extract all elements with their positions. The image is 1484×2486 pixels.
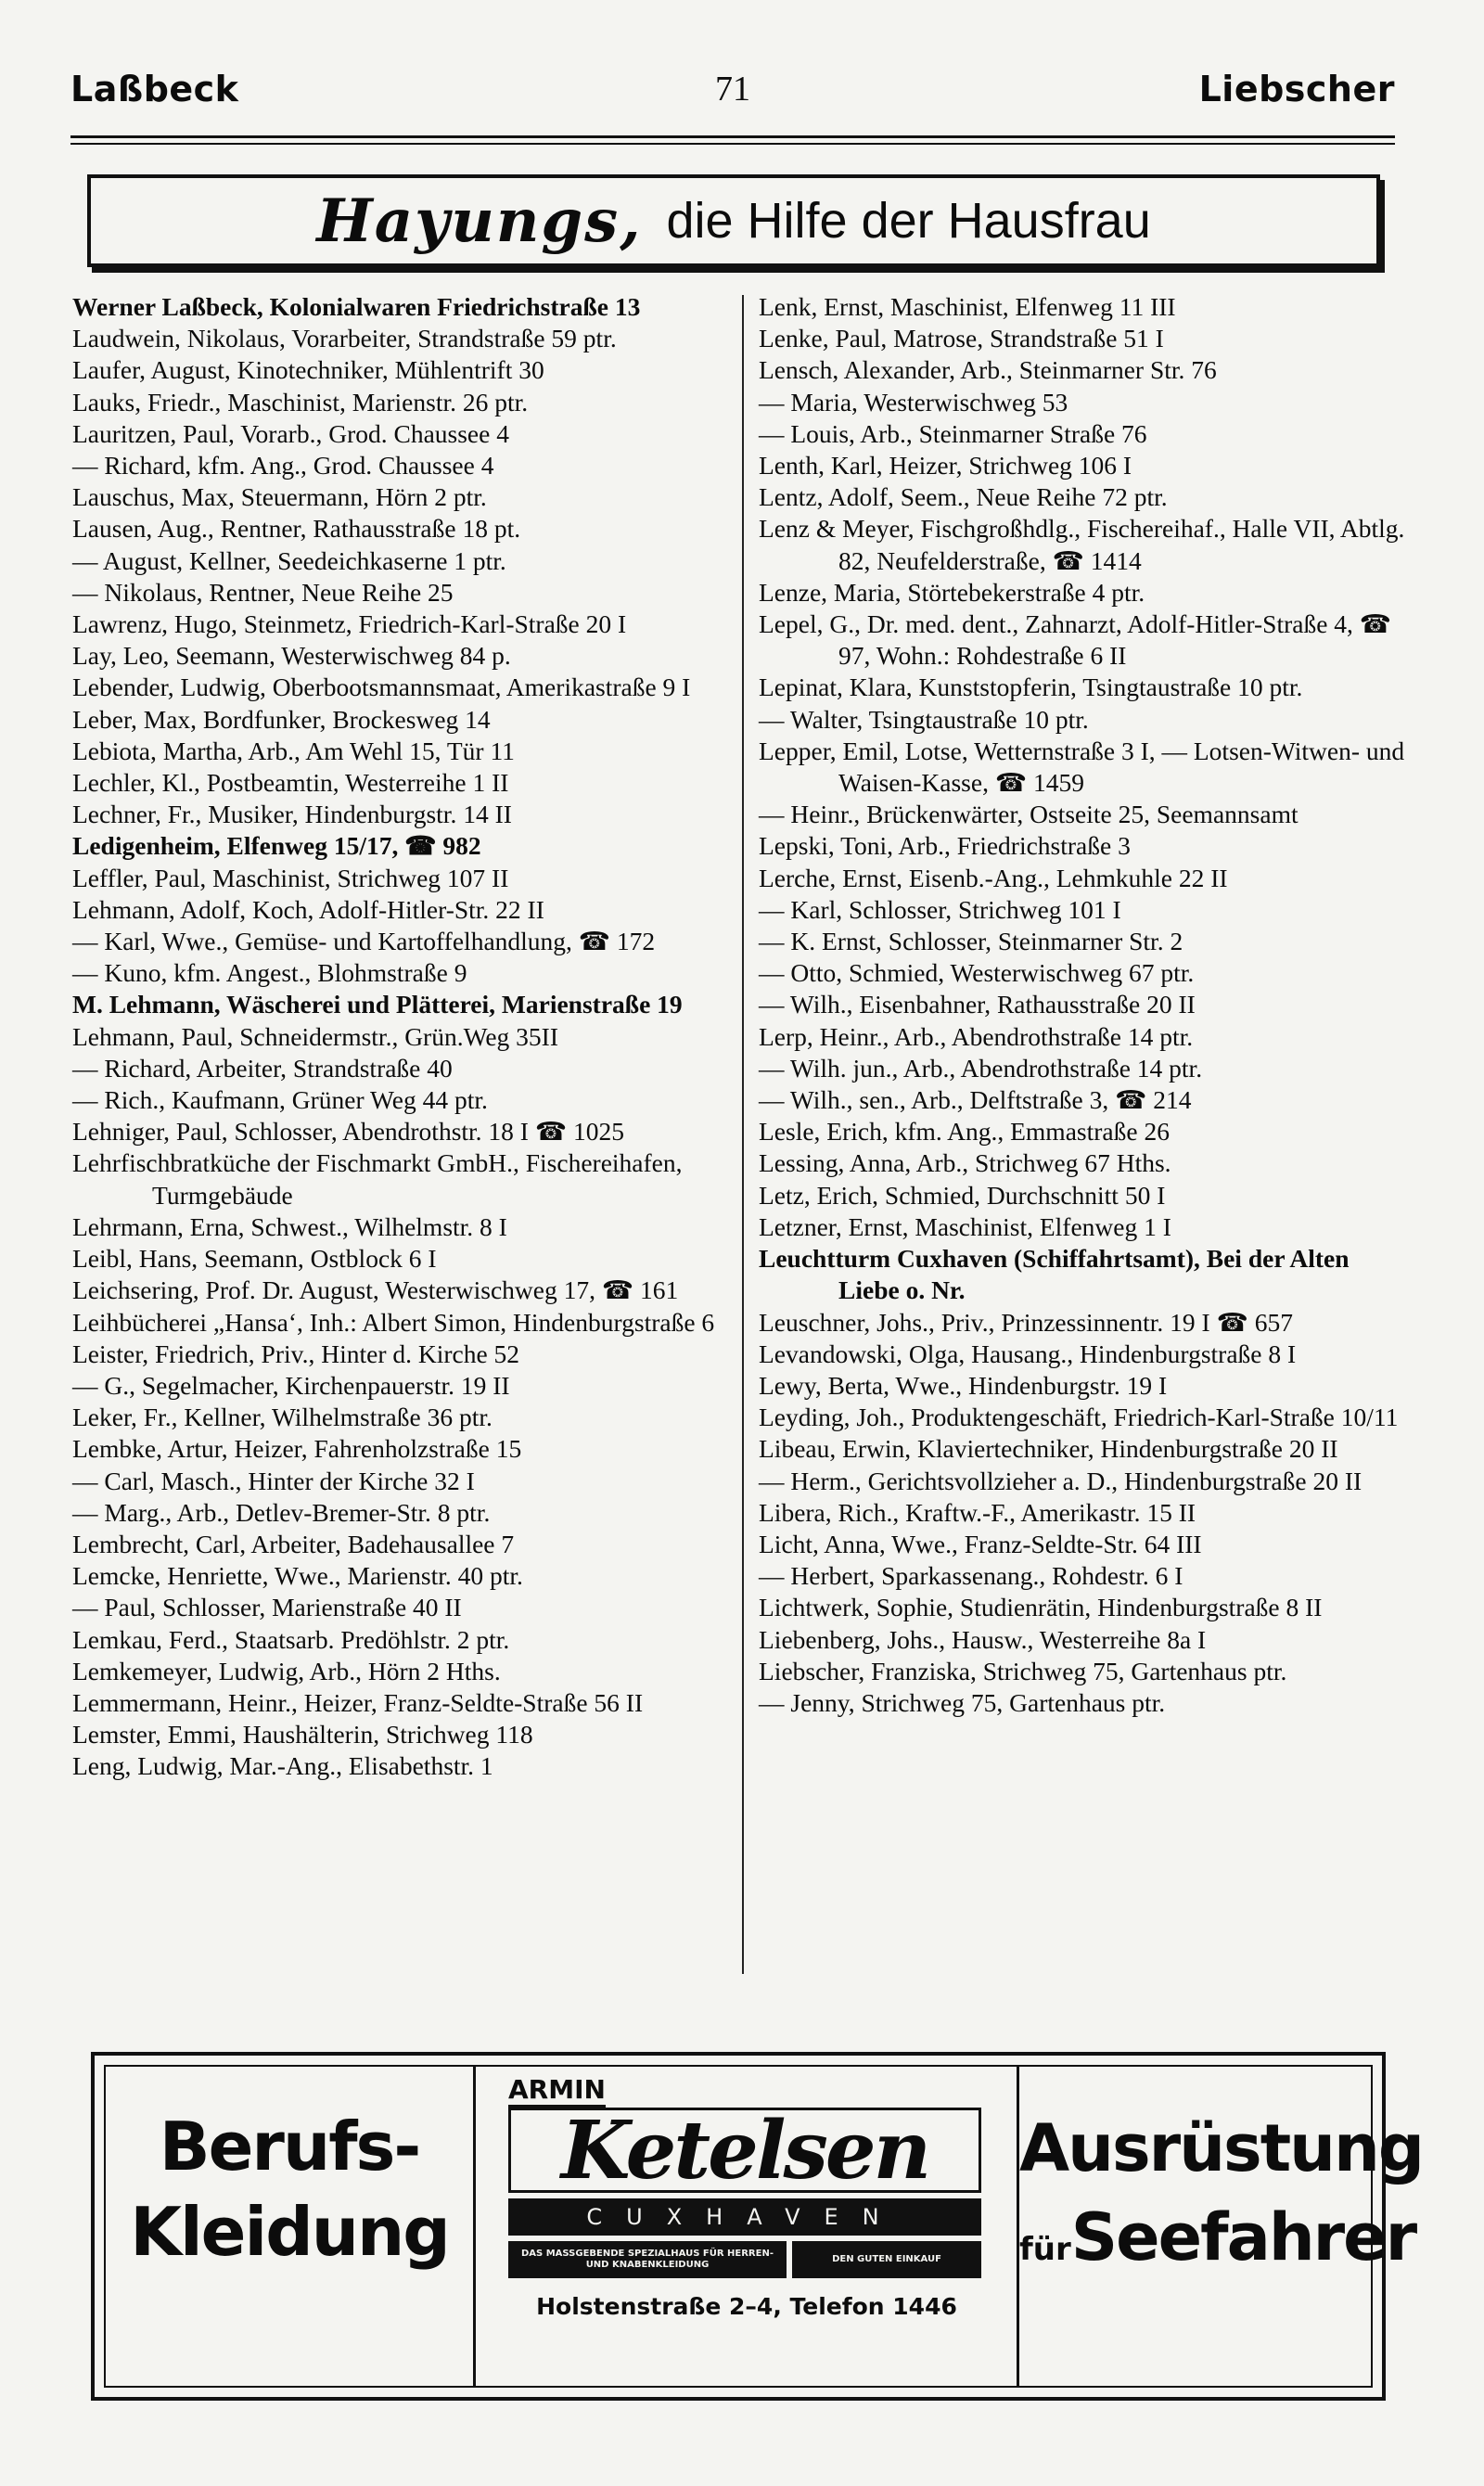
advert-right-line1: Ausrüstung [1019, 2110, 1423, 2186]
advert-tagline-right: DEN GUTEN EINKAUF [792, 2241, 981, 2278]
directory-entry: Leuchtturm Cuxhaven (Schiffahrtsamt), Bei der Alten Liebe o. Nr. [759, 1244, 1356, 1305]
header-rule-bottom [70, 143, 1395, 145]
directory-entry: — Nikolaus, Rentner, Neue Reihe 25 [72, 577, 454, 607]
directory-entry: Lemkemeyer, Ludwig, Arb., Hörn 2 Hths. [72, 1656, 501, 1685]
directory-entry: — Wilh. jun., Arb., Abendrothstraße 14 ptr. [759, 1053, 1203, 1083]
advert-center-panel [477, 2067, 1017, 2386]
banner-advert [87, 174, 1380, 267]
directory-entry: Laufer, August, Kinotechniker, Mühlentrift 30 [72, 355, 544, 385]
directory-entry: Leibl, Hans, Seemann, Ostblock 6 I [72, 1244, 437, 1274]
directory-entry: Lawrenz, Hugo, Steinmetz, Friedrich-Karl-Straße 20 I [72, 609, 627, 639]
directory-entry: Lehniger, Paul, Schlosser, Abendrothstr. 18 I ☎ 1025 [72, 1117, 624, 1147]
directory-entry: Ledigenheim, Elfenweg 15/17, ☎ 982 [72, 831, 481, 861]
advert-left-panel [106, 2104, 473, 2275]
directory-entry: Lewy, Berta, Wwe., Hindenburgstr. 19 I [759, 1370, 1168, 1400]
directory-entry: Lehrfischbratküche der Fischmarkt GmbH., Fischereihafen, Turmgebäude [72, 1148, 688, 1210]
directory-entry: Libera, Rich., Kraftw.-F., Amerikastr. 15 II [759, 1497, 1196, 1527]
directory-entry: — G., Segelmacher, Kirchenpauerstr. 19 II [72, 1370, 510, 1400]
directory-entry: Letzner, Ernst, Maschinist, Elfenweg 1 I [759, 1211, 1171, 1241]
directory-entry: Lembke, Artur, Heizer, Fahrenholzstraße 15 [72, 1434, 522, 1464]
directory-entry: Leichsering, Prof. Dr. August, Westerwischweg 17, ☎ 161 [72, 1275, 679, 1305]
header-rule-top [70, 135, 1395, 138]
directory-entry: Lehrmann, Erna, Schwest., Wilhelmstr. 8 I [72, 1211, 507, 1241]
directory-entry: Lerp, Heinr., Arb., Abendrothstraße 14 ptr. [759, 1021, 1194, 1051]
directory-entry: M. Lehmann, Wäscherei und Plätterei, Marienstraße 19 [72, 990, 683, 1019]
directory-entry: Lepper, Emil, Lotse, Wetternstraße 3 I, — Lotsen-Witwen- und Waisen-Kasse, ☎ 1459 [759, 736, 1411, 798]
directory-entry: — Walter, Tsingtaustraße 10 ptr. [759, 704, 1089, 734]
directory-entry: Lauschus, Max, Steuermann, Hörn 2 ptr. [72, 482, 487, 512]
directory-entry: Leihbücherei „Hansa‘, Inh.: Albert Simon, Hindenburgstraße 6 [72, 1307, 715, 1337]
directory-entry: Lehmann, Paul, Schneidermstr., Grün.Weg 35II [72, 1021, 558, 1051]
left-column [72, 291, 722, 1783]
directory-entry: Leister, Friedrich, Priv., Hinter d. Kirche 52 [72, 1339, 520, 1368]
directory-entry: Licht, Anna, Wwe., Franz-Seldte-Str. 64 III [759, 1529, 1202, 1558]
directory-entry: Lenze, Maria, Störtebekerstraße 4 ptr. [759, 577, 1145, 607]
directory-entry: — Carl, Masch., Hinter der Kirche 32 I [72, 1466, 475, 1495]
directory-entry: Lay, Leo, Seemann, Westerwischweg 84 p. [72, 641, 511, 671]
directory-entry: — Karl, Schlosser, Strichweg 101 I [759, 894, 1121, 924]
directory-entry: — Louis, Arb., Steinmarner Straße 76 [759, 418, 1147, 448]
directory-entry: — August, Kellner, Seedeichkaserne 1 ptr. [72, 545, 506, 575]
directory-entry: Lenz & Meyer, Fischgroßhdlg., Fischereihaf., Halle VII, Abtlg. 82, Neufelderstraße, ☎ 1414 [759, 514, 1412, 575]
advert-address: Holstenstraße 2–4, Telefon 1446 [536, 2293, 957, 2320]
directory-entry: — Herbert, Sparkassenang., Rohdestr. 6 I [759, 1561, 1183, 1591]
directory-entry: Leyding, Joh., Produktengeschäft, Friedrich-Karl-Straße 10/11 [759, 1403, 1399, 1432]
advert-inner-frame [104, 2065, 1423, 2388]
directory-entry: — Richard, Arbeiter, Strandstraße 40 [72, 1053, 453, 1083]
bottom-advert [91, 2052, 1423, 2401]
directory-entry: Lausen, Aug., Rentner, Rathausstraße 18 pt. [72, 514, 521, 544]
directory-entry: Liebscher, Franziska, Strichweg 75, Gartenhaus ptr. [759, 1656, 1287, 1685]
directory-entry: — Wilh., Eisenbahner, Rathausstraße 20 II [759, 990, 1196, 1019]
page-header [70, 69, 1395, 115]
directory-entry: — Paul, Schlosser, Marienstraße 40 II [72, 1593, 462, 1622]
advert-right-small: für [1019, 2231, 1071, 2268]
directory-entry: Lemkau, Ferd., Staatsarb. Predöhlstr. 2 ptr. [72, 1624, 510, 1654]
advert-logo: Ketelsen [508, 2108, 981, 2193]
directory-entry: Lepel, G., Dr. med. dent., Zahnarzt, Adolf-Hitler-Straße 4, ☎ 97, Wohn.: Rohdestraße 6 II [759, 609, 1398, 671]
directory-entry: — Maria, Westerwischweg 53 [759, 387, 1068, 416]
directory-entry: — Kuno, kfm. Angest., Blohmstraße 9 [72, 958, 467, 988]
directory-entry: — Karl, Wwe., Gemüse- und Kartoffelhandlung, ☎ 172 [72, 927, 656, 956]
directory-entry: Lauritzen, Paul, Vorarb., Grod. Chaussee 4 [72, 418, 509, 448]
directory-entry: — Heinr., Brückenwärter, Ostseite 25, Seemannsamt [759, 800, 1298, 829]
advert-left-line1: Berufs- [159, 2108, 420, 2185]
advert-city: CUXHAVEN [508, 2198, 981, 2236]
directory-entry: Libeau, Erwin, Klaviertechniker, Hindenburgstraße 20 II [759, 1434, 1338, 1464]
directory-entry: Leber, Max, Bordfunker, Brockesweg 14 [72, 704, 491, 734]
advert-right-line2: Seefahrer [1070, 2199, 1416, 2275]
directory-entry: — Jenny, Strichweg 75, Gartenhaus ptr. [759, 1687, 1166, 1717]
directory-entry: Lauks, Friedr., Maschinist, Marienstr. 26 ptr. [72, 387, 529, 416]
directory-entry: Leffler, Paul, Maschinist, Strichweg 107 II [72, 863, 509, 892]
banner-slogan: die Hilfe der Hausfrau [666, 193, 1151, 249]
column-divider [742, 295, 744, 1974]
directory-entry: — K. Ernst, Schlosser, Steinmarner Str. 2 [759, 927, 1183, 956]
directory-entry: Lebender, Ludwig, Oberbootsmannsmaat, Amerikastraße 9 I [72, 673, 691, 702]
advert-left-line2: Kleidung [130, 2193, 449, 2271]
directory-entry: Lentz, Adolf, Seem., Neue Reihe 72 ptr. [759, 482, 1168, 512]
directory-entry: — Rich., Kaufmann, Grüner Weg 44 ptr. [72, 1085, 488, 1115]
directory-entry: Lemcke, Henriette, Wwe., Marienstr. 40 ptr. [72, 1561, 523, 1591]
directory-entry: — Wilh., sen., Arb., Delftstraße 3, ☎ 214 [759, 1085, 1192, 1115]
directory-entry: Lenke, Paul, Matrose, Strandstraße 51 I [759, 324, 1164, 353]
directory-entry: Lemmermann, Heinr., Heizer, Franz-Seldte-Straße 56 II [72, 1687, 644, 1717]
directory-entry: Lehmann, Adolf, Koch, Adolf-Hitler-Str. 22 II [72, 894, 544, 924]
advert-tagline-left: DAS MASSGEBENDE SPEZIALHAUS FÜR HERREN- UND KNABENKLEIDUNG [508, 2241, 787, 2278]
directory-entry: Lechler, Kl., Postbeamtin, Westerreihe 1 II [72, 768, 509, 798]
directory-entry: Leker, Fr., Kellner, Wilhelmstraße 36 ptr. [72, 1403, 493, 1432]
header-first-name: Laßbeck [70, 69, 239, 109]
directory-entry: Lenk, Ernst, Maschinist, Elfenweg 11 III [759, 292, 1176, 321]
directory-entry: Laudwein, Nikolaus, Vorarbeiter, Strandstraße 59 ptr. [72, 324, 617, 353]
directory-entry: Letz, Erich, Schmied, Durchschnitt 50 I [759, 1180, 1166, 1210]
page-number: 71 [715, 70, 750, 109]
header-last-name: Liebscher [1198, 69, 1395, 109]
directory-entry: — Otto, Schmied, Westerwischweg 67 ptr. [759, 958, 1195, 988]
directory-entry: Lerche, Ernst, Eisenb.-Ang., Lehmkuhle 22 II [759, 863, 1228, 892]
directory-entry: Leng, Ludwig, Mar.-Ang., Elisabethstr. 1 [72, 1751, 493, 1781]
directory-entry: Lichtwerk, Sophie, Studienrätin, Hindenburgstraße 8 II [759, 1593, 1323, 1622]
directory-entry: Lepinat, Klara, Kunststopferin, Tsingtaustraße 10 ptr. [759, 673, 1303, 702]
advert-divider-left [473, 2067, 476, 2386]
directory-entry: Lessing, Anna, Arb., Strichweg 67 Hths. [759, 1148, 1171, 1178]
directory-entry: Liebenberg, Johs., Hausw., Westerreihe 8a I [759, 1624, 1207, 1654]
directory-entry: Lensch, Alexander, Arb., Steinmarner Str. 76 [759, 355, 1217, 385]
directory-entry: Lemster, Emmi, Haushälterin, Strichweg 118 [72, 1720, 533, 1749]
directory-entry: Lenth, Karl, Heizer, Strichweg 106 I [759, 451, 1132, 481]
directory-entry: — Richard, kfm. Ang., Grod. Chaussee 4 [72, 451, 494, 481]
advert-right-panel [1019, 2104, 1423, 2294]
directory-entry: Lepski, Toni, Arb., Friedrichstraße 3 [759, 831, 1131, 861]
directory-entry: Levandowski, Olga, Hausang., Hindenburgstraße 8 I [759, 1339, 1297, 1368]
advert-armin: ARMIN [508, 2074, 606, 2108]
directory-entry: Werner Laßbeck, Kolonialwaren Friedrichstraße 13 [72, 292, 641, 321]
directory-entry: Lembrecht, Carl, Arbeiter, Badehausallee 7 [72, 1529, 515, 1558]
directory-entry: — Marg., Arb., Detlev-Bremer-Str. 8 ptr. [72, 1497, 491, 1527]
directory-entry: Lesle, Erich, kfm. Ang., Emmastraße 26 [759, 1117, 1170, 1147]
banner-brand: Hayungs, [316, 186, 643, 256]
directory-entry: Lechner, Fr., Musiker, Hindenburgstr. 14 II [72, 800, 512, 829]
right-column [759, 291, 1412, 1719]
directory-entry: — Herm., Gerichtsvollzieher a. D., Hindenburgstraße 20 II [759, 1466, 1362, 1495]
directory-entry: Leuschner, Johs., Priv., Prinzessinnentr. 19 I ☎ 657 [759, 1307, 1293, 1337]
directory-entry: Lebiota, Martha, Arb., Am Wehl 15, Tür 11 [72, 736, 515, 765]
